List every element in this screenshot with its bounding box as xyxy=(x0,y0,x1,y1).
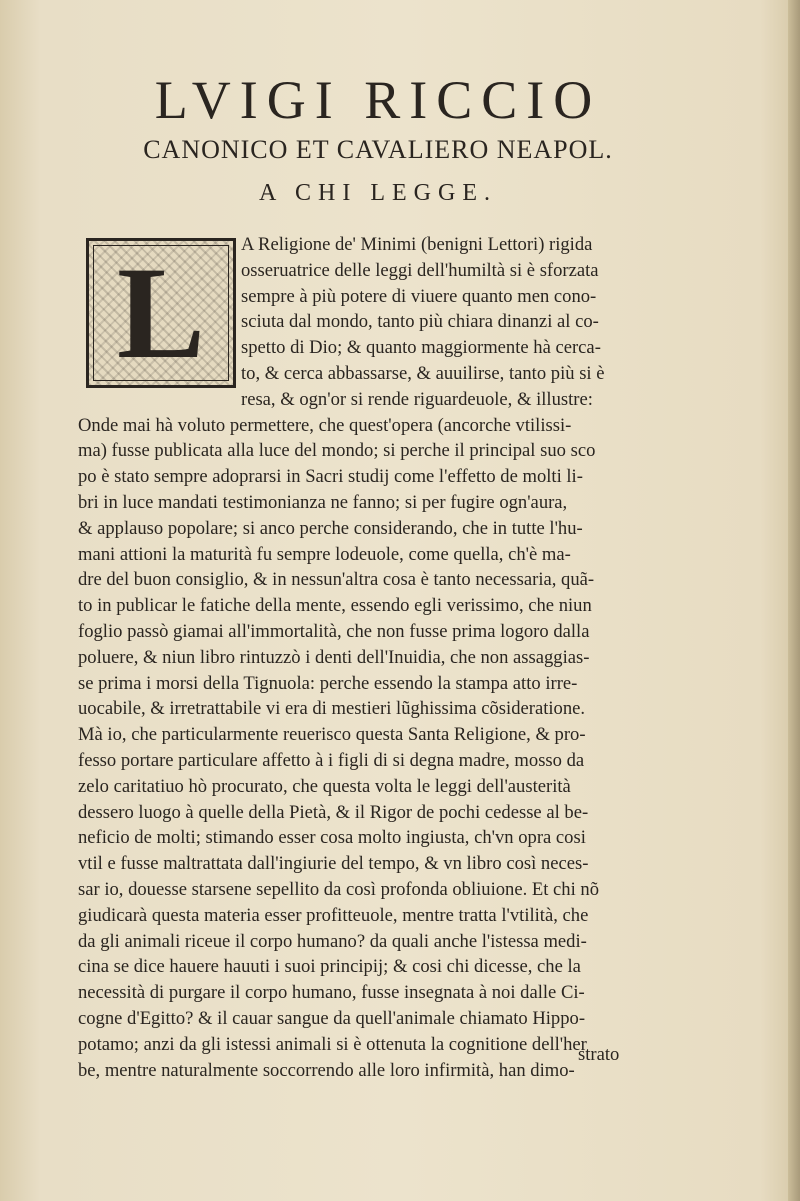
author-subtitle: CANONICO ET CAVALIERO NEAPOL. xyxy=(143,135,613,164)
text-line: bri in luce mandati testimonianza ne fanno; si per fugire ogn'aura, xyxy=(78,491,568,513)
text-line: zelo caritatiuo hò procurato, che questa volta le leggi dell'austerità xyxy=(78,775,571,797)
text-line: da gli animali riceue il corpo humano? da quali anche l'istessa medi- xyxy=(78,930,587,952)
section-heading: A CHI LEGGE. xyxy=(259,180,497,206)
text-line: & applauso popolare; si anco perche considerando, che in tutte l'hu- xyxy=(78,517,583,539)
text-line: vtil e fusse maltrattata dall'ingiurie del tempo, & vn libro così neces- xyxy=(78,853,589,875)
text-line: cogne d'Egitto? & il cauar sangue da quell'animale chiamato Hippo- xyxy=(78,1007,586,1029)
page-edge xyxy=(788,0,800,1201)
text-line: Mà io, che particularmente reuerisco questa Santa Religione, & pro- xyxy=(78,724,586,746)
initial-letter: L xyxy=(116,239,206,386)
text-line: poluere, & niun libro rintuzzò i denti dell'Inuidia, che non assaggias- xyxy=(78,646,590,668)
text-line: to, & cerca abbassarse, & auuilirse, tanto più si è xyxy=(241,362,605,384)
text-line: neficio de molti; stimando esser cosa molto ingiusta, ch'vn opra cosi xyxy=(78,827,586,849)
text-line: Onde mai hà voluto permettere, che quest'opera (ancorche vtilissi- xyxy=(78,414,572,436)
text-line: A Religione de' Minimi (benigni Lettori) rigida xyxy=(241,234,593,255)
text-line: ma) fusse publicata alla luce del mondo; si perche il principal suo sco xyxy=(78,440,596,462)
author-title: LVIGI RICCIO xyxy=(154,70,602,130)
text-line: to in publicar le fatiche della mente, essendo egli verissimo, che niun xyxy=(78,595,592,617)
text-line: necessità di purgare il corpo humano, fusse insegnata à noi dalle Ci- xyxy=(78,982,585,1004)
text-line: fesso portare particulare affetto à i figli di si degna madre, mosso da xyxy=(78,749,585,771)
text-line: uocabile, & irretrattabile vi era di mestieri lũghissima cõsideratione. xyxy=(78,698,586,720)
text-line: cina se dice hauere hauuti i suoi principij; & cosi chi dicesse, che la xyxy=(78,956,581,978)
text-line: spetto di Dio; & quanto maggiormente hà cerca- xyxy=(241,337,601,359)
text-line: sciuta dal mondo, tanto più chiara dinanzi al co- xyxy=(241,311,599,333)
body-text xyxy=(78,232,668,1083)
text-line: resa, & ogn'or si rende riguardeuole, & illustre: xyxy=(241,388,593,410)
text-line: mani attioni la maturità fu sempre lodeuole, come quella, ch'è ma- xyxy=(78,543,571,565)
text-line: po è stato sempre adoprarsi in Sacri studij come l'effetto de molti li- xyxy=(78,466,583,488)
text-line: be, mentre naturalmente soccorrendo alle loro infirmità, han dimo- xyxy=(78,1059,575,1081)
text-line: sar io, douesse starsene sepellito da così profonda obliuione. Et chi nõ xyxy=(78,878,600,900)
text-line: se prima i morsi della Tignuola: perche essendo la stampa atto irre- xyxy=(78,672,578,694)
text-line: dre del buon consiglio, & in nessun'altra cosa è tanto necessaria, quã- xyxy=(78,569,595,591)
catchword: strato xyxy=(578,1044,620,1065)
text-line: foglio passò giamai all'immortalità, che non fusse prima logoro dalla xyxy=(78,620,590,642)
text-line: osseruatrice delle leggi dell'humiltà si è sforzata xyxy=(241,259,599,281)
text-line: sempre à più potere di viuere quanto men cono- xyxy=(241,285,597,307)
text-line: dessero luogo à quelle della Pietà, & il Rigor de pochi cedesse al be- xyxy=(78,801,589,823)
text-line: giudicarà questa materia esser profitteuole, mentre tratta l'vtilità, che xyxy=(78,904,589,926)
text-line: potamo; anzi da gli istessi animali si è ottenuta la cognitione dell'her xyxy=(78,1033,587,1055)
